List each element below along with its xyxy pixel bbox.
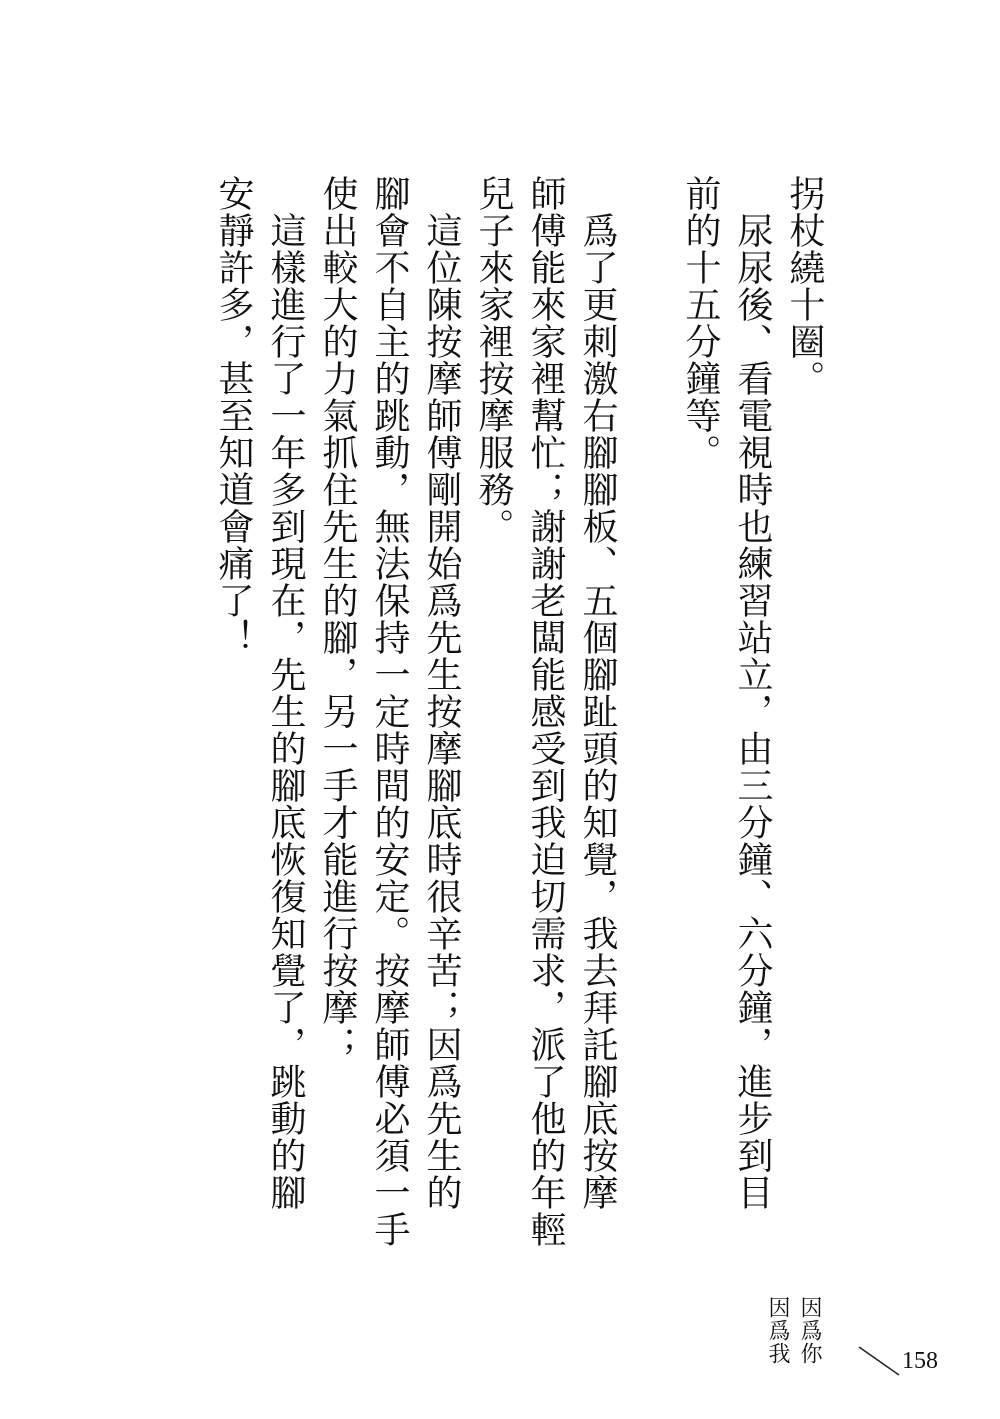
running-title-line-2: 因爲我 (765, 1296, 790, 1365)
text-column-3: 前的十五分鐘等。 (680, 175, 721, 471)
text-column-8: 腳會不自主的跳動，無法保持一定時間的安定。按摩師傅必須一手 (369, 175, 410, 1248)
text-column-4: 爲了更刺激右腳腳板、五個腳趾頭的知覺，我去拜託腳底按摩 (577, 175, 618, 1211)
text-column-9: 使出較大的力氣抓住先生的腳，另一手才能進行按摩； (317, 175, 358, 1063)
text-column-2: 尿尿後、看電視時也練習站立，由三分鐘、六分鐘，進步到目 (732, 175, 773, 1211)
running-title-line-1: 因爲你 (797, 1296, 822, 1365)
text-column-5: 師傅能來家裡幫忙；謝謝老闆能感受到我迫切需求，派了他的年輕 (525, 175, 566, 1248)
text-column-7: 這位陳按摩師傅剛開始爲先生按摩腳底時很辛苦；因爲先生的 (421, 175, 462, 1211)
text-column-6: 兒子來家裡按摩服務。 (473, 175, 514, 545)
text-column-11: 安靜許多，甚至知道會痛了！ (213, 175, 254, 656)
text-column-10: 這樣進行了一年多到現在，先生的腳底恢復知覺了，跳動的腳 (265, 175, 306, 1211)
page-number: 158 (902, 1348, 938, 1374)
text-column-1: 拐杖繞十圈。 (784, 175, 825, 397)
diagonal-rule (857, 1345, 901, 1377)
